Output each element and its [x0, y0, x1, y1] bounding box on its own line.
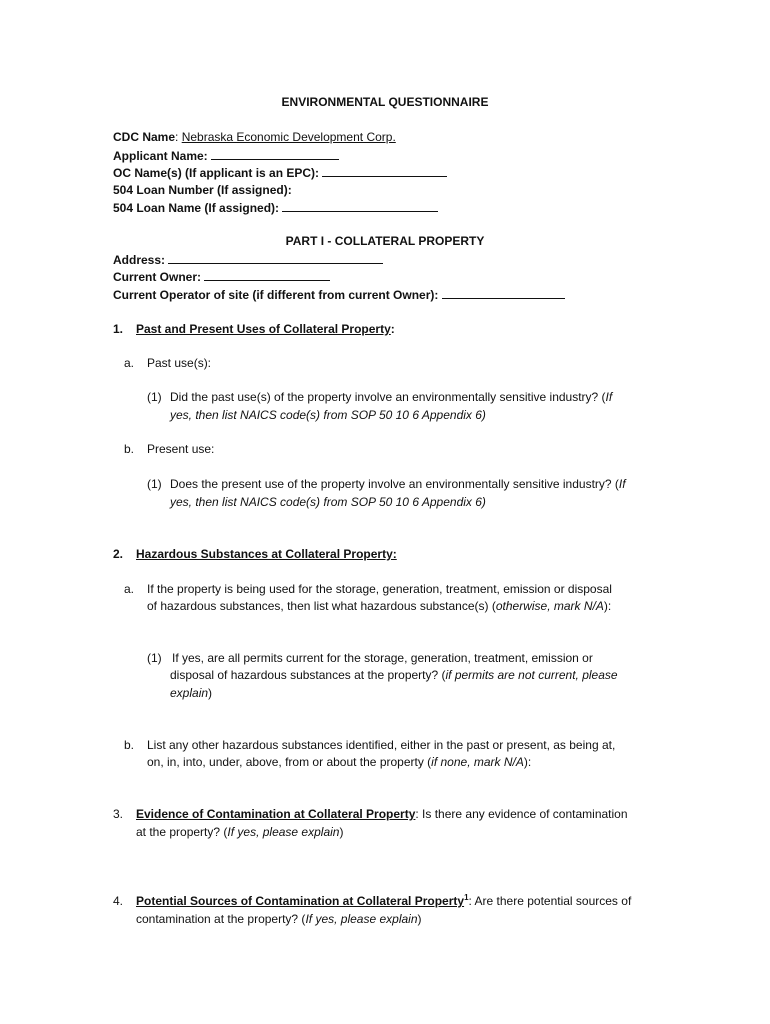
- loan-name-field[interactable]: [282, 199, 438, 212]
- q2a1-line1: If yes, are all permits current for the storage, generation, treatment, emission or: [172, 651, 593, 665]
- q2a1-line3-italic: explain: [170, 686, 209, 700]
- current-operator-label: Current Operator of site (if different from current Owner):: [113, 288, 439, 302]
- section3-line2-end: ): [339, 825, 344, 839]
- oc-name-field[interactable]: [322, 164, 447, 177]
- oc-name-label: OC Name(s) (If applicant is an EPC):: [113, 166, 320, 180]
- section3-line1: [136, 806, 628, 823]
- q1b1-number: (1): [147, 477, 162, 491]
- cdc-name-row: CDC Name: Nebraska Economic Development Corp.: [113, 130, 396, 144]
- section1-heading: Past and Present Uses of Collateral Property:: [136, 322, 395, 336]
- section1b-text: Present use:: [147, 442, 215, 456]
- address-row: [113, 251, 383, 269]
- q2b-line2-text: on, in, into, under, above, from or about the property (: [147, 755, 432, 769]
- current-operator-field[interactable]: [442, 286, 565, 299]
- address-label: Address:: [113, 253, 166, 267]
- section3-number: 3.: [113, 807, 124, 821]
- section2-number: 2.: [113, 547, 124, 561]
- section4-line2: [136, 911, 422, 928]
- loan-number-row: [113, 182, 292, 199]
- q2a1-line2-italic: if permits are not current, please: [445, 668, 618, 682]
- section4-line2-italic: If yes, please explain: [305, 912, 418, 926]
- current-owner-row: [113, 268, 330, 286]
- section3-line2-text: at the property? (: [136, 825, 228, 839]
- applicant-name-field[interactable]: [211, 147, 339, 160]
- loan-name-row: [113, 199, 438, 217]
- q1b1-italic-start: If: [618, 477, 626, 491]
- part1-title: PART I - COLLATERAL PROPERTY: [285, 234, 485, 248]
- section1-title: Past and Present Uses of Collateral Property: [136, 322, 391, 336]
- q2b-line2-italic: if none, mark N/A: [431, 755, 524, 769]
- section4-text: : Are there potential sources of: [468, 894, 632, 908]
- q2a-line1: If the property is being used for the storage, generation, treatment, emission or disposal: [147, 582, 612, 596]
- q2b-line2: [147, 754, 531, 771]
- oc-name-row: [113, 164, 447, 182]
- section1a-text: Past use(s):: [147, 356, 212, 370]
- q2a-line2-text: of hazardous substances, then list what hazardous substance(s) (: [147, 599, 496, 613]
- loan-number-label: 504 Loan Number (If assigned):: [113, 183, 292, 197]
- q1b1-line2: yes, then list NAICS code(s) from SOP 50 10 6 Appendix 6): [170, 495, 486, 509]
- q1b1-line1: [170, 476, 626, 493]
- q2b-line2-end: ):: [523, 755, 532, 769]
- q2a1-line2: [170, 667, 618, 684]
- q1a1-text: Did the past use(s) of the property involve an environmentally sensitive industry? (: [170, 390, 606, 404]
- q2b-line1: List any other hazardous substances identified, either in the past or present, as being at,: [147, 738, 616, 752]
- section3-title: Evidence of Contamination at Collateral Property: [136, 807, 416, 821]
- q2a1-line3-end: ): [208, 686, 213, 700]
- loan-name-label: 504 Loan Name (If assigned):: [113, 201, 280, 215]
- q1a1-line1: [170, 389, 612, 406]
- current-operator-row: [113, 286, 565, 304]
- q2a1-line2-text: disposal of hazardous substances at the property? (: [170, 668, 446, 682]
- footnote-marker[interactable]: 1: [464, 893, 469, 902]
- address-field[interactable]: [168, 251, 383, 264]
- q1a1-italic-start: If: [605, 390, 613, 404]
- q2a1-line3: [170, 685, 212, 702]
- current-owner-label: Current Owner:: [113, 270, 202, 284]
- q1b1-text: Does the present use of the property involve an environmentally sensitive industry? (: [170, 477, 619, 491]
- section4-line2-text: contamination at the property? (: [136, 912, 306, 926]
- q2a-line2-end: ):: [603, 599, 612, 613]
- cdc-name-value: Nebraska Economic Development Corp.: [181, 130, 396, 144]
- applicant-name-label: Applicant Name:: [113, 149, 208, 163]
- cdc-name-label: CDC Name: [113, 130, 176, 144]
- q2a-line2-italic: otherwise, mark N/A: [495, 599, 604, 613]
- q1a1-line2: yes, then list NAICS code(s) from SOP 50 10 6 Appendix 6): [170, 408, 486, 422]
- applicant-name-row: [113, 147, 339, 165]
- q2a1-number: (1): [147, 651, 162, 665]
- section1a-mark: a.: [124, 356, 135, 370]
- section3-text: : Is there any evidence of contamination: [415, 807, 628, 821]
- section1b-mark: b.: [124, 442, 135, 456]
- section4-number: 4.: [113, 894, 124, 908]
- q1a1-number: (1): [147, 390, 162, 404]
- section3-line2-italic: If yes, please explain: [227, 825, 340, 839]
- q2a-line2: [147, 598, 611, 615]
- current-owner-field[interactable]: [204, 268, 330, 281]
- section3-line2: [136, 824, 343, 841]
- section1-number: 1.: [113, 322, 124, 336]
- section2a-mark: a.: [124, 582, 135, 596]
- document-title: ENVIRONMENTAL QUESTIONNAIRE: [281, 95, 489, 109]
- section4-line2-end: ): [417, 912, 422, 926]
- section4-line1: [136, 893, 631, 910]
- section4-title: Potential Sources of Contamination at Collateral Property: [136, 894, 465, 908]
- section2-title: Hazardous Substances at Collateral Property:: [136, 547, 397, 561]
- section2b-mark: b.: [124, 738, 135, 752]
